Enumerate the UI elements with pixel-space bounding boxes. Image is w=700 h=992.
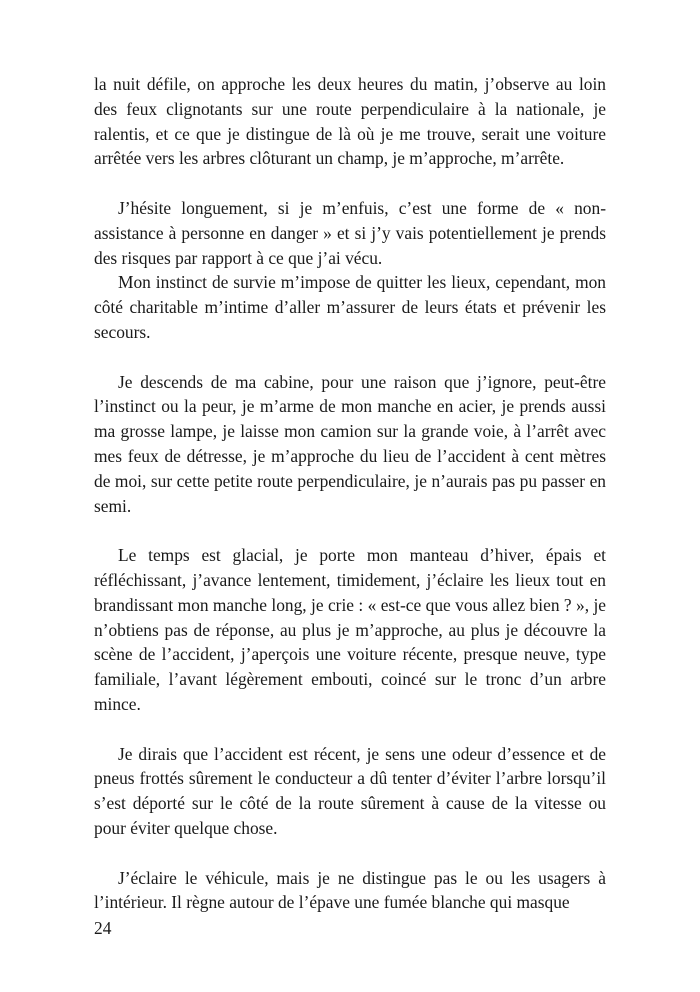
paragraph-4: Je descends de ma cabine, pour une raison que j’ignore, peut-être l’instinct ou la peur, je m’arme de mon manche en acier, je prends aussi ma grosse lampe, je laisse mon camion sur la grande voie, à l’arrêt avec mes feux de détresse, je m’approche du lieu de l’accident à cent mètres de moi, sur cette petite route perpendiculaire, je n’aurais pas pu passer en semi. <box>94 371 606 516</box>
paragraph-2: J’hésite longuement, si je m’enfuis, c’est une forme de « non-assistance à personne en danger » et si j’y vais potentiellement je prends des risques par rapport à ce que j’ai vécu. <box>94 197 606 268</box>
paragraph-7: J’éclaire le véhicule, mais je ne distingue pas le ou les usagers à l’intérieur. Il règne autour de l’épave une fumée blanche qui masque <box>94 867 606 913</box>
paragraph-3: Mon instinct de survie m’impose de quitter les lieux, cependant, mon côté charitable m’intime d’aller m’assurer de leurs états et prévenir les secours. <box>94 272 606 342</box>
page-number: 24 <box>94 918 112 938</box>
paragraph-1: la nuit défile, on approche les deux heures du matin, j’observe au loin des feux clignotants sur une route perpendiculaire à la nationale, je ralentis, et ce que je distingue de là où je me trouve, serait une voiture arrêtée vers les arbres clôturant un champ, je m’approche, m’arrête. <box>94 74 606 169</box>
paragraph-6: Je dirais que l’accident est récent, je sens une odeur d’essence et de pneus frottés sûrement le conducteur a dû tenter d’éviter l’arbre lorsqu’il s’est déporté sur le côté de la route sûrement à cause de la vitesse ou pour éviter quelque chose. <box>94 743 606 838</box>
page-body <box>94 72 606 915</box>
paragraph-5: Le temps est glacial, je porte mon manteau d’hiver, épais et réfléchissant, j’avance lentement, timidement, j’éclaire les lieux tout en brandissant mon manche long, je crie : « est-ce que vous allez bien ? », je n’obtiens pas de réponse, au plus je m’approche, au plus je découvre la scène de l’accident, j’aperçois une voiture récente, presque neuve, type familiale, l’avant légèrement embouti, coincé sur le tronc d’un arbre mince. <box>94 545 606 714</box>
